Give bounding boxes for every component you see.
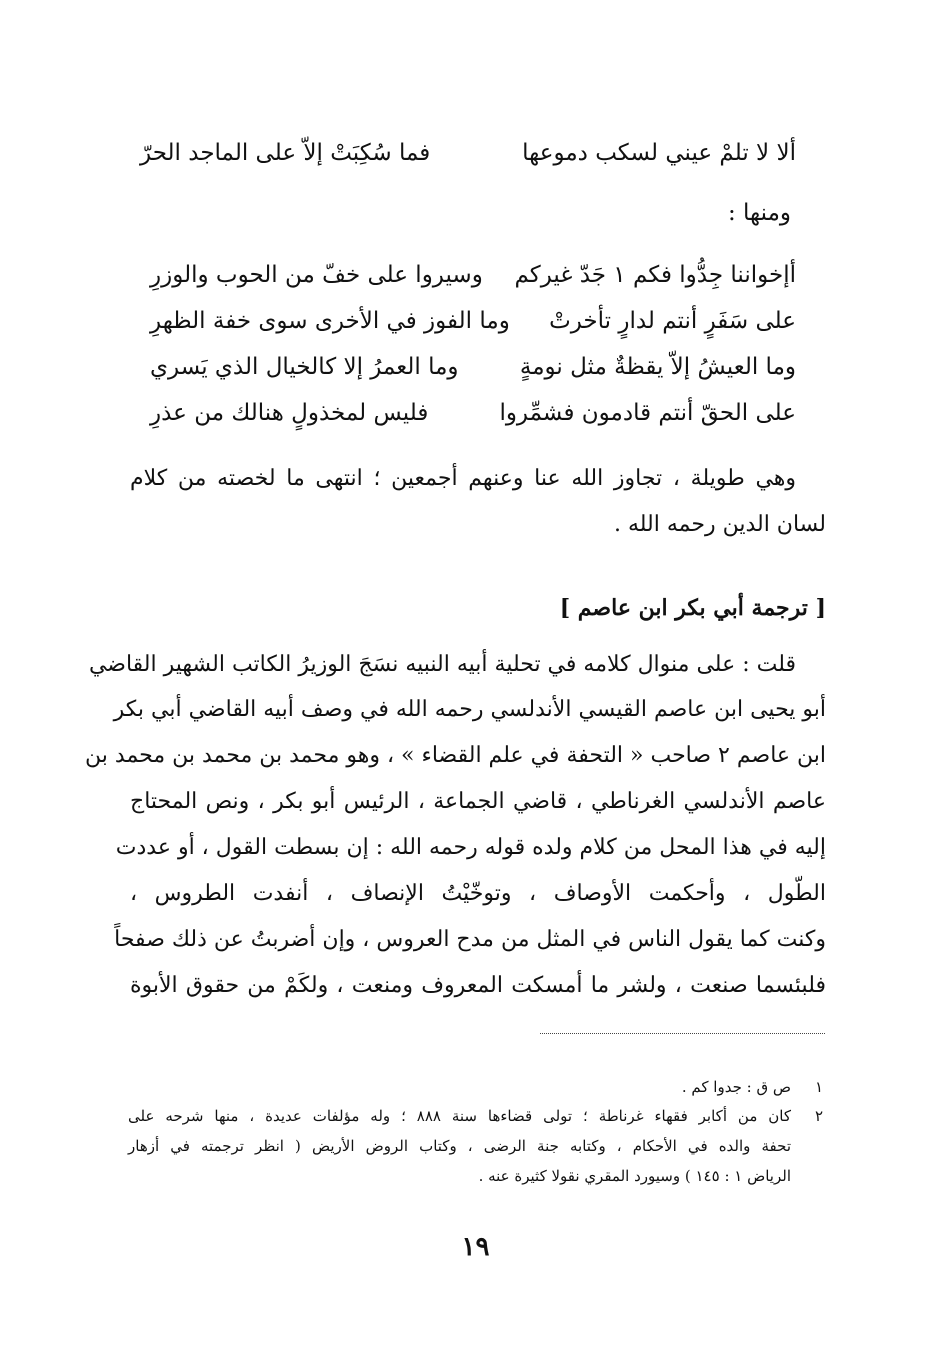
poem2-verse-right: على سَفَرٍ أنتم لدارٍ تأخرتْ xyxy=(549,308,796,334)
page-number: ١٩ xyxy=(461,1232,490,1262)
poem1-verse-left: فما سُكِبَتْ إلاّ على الماجد الحرّ xyxy=(140,140,431,166)
body-line: إليه في هذا المحل من كلام ولده قوله رحمه الله : إن بسطت القول ، أو عددت xyxy=(115,835,826,860)
body-line: فلبئسما صنعت ، ولشر ما أمسكت المعروف ومنعت ، ولكَمْ من حقوق الأبوة xyxy=(130,973,826,998)
footnote-separator xyxy=(540,1033,825,1034)
poem2-verse-left: وسيروا على خفّ من الحوب والوزرِ xyxy=(150,262,483,288)
body-line: قلت : على منوال كلامه في تحلية أبيه النبيه نسَجَ الوزيرُ الكاتب الشهير القاضي xyxy=(88,652,796,677)
section-title: [ ترجمة أبي بكر ابن عاصم ] xyxy=(559,595,826,621)
body-line: الطّول ، وأحكمت الأوصاف ، وتوخّيْتُ الإنصاف ، أنفدت الطروس ، xyxy=(130,881,826,906)
poem2-verse-left: وما الفوز في الأخرى سوى خفة الظهرِ xyxy=(150,308,510,334)
footnote-text: ص ق : جدوا كم . xyxy=(681,1078,791,1096)
closing-line: لسان الدين رحمه الله . xyxy=(613,512,826,537)
poem2-verse-right: على الحقّ أنتم قادمون فشمِّروا xyxy=(499,400,796,426)
poem2-verse-right: وما العيشُ إلاّ يقظةٌ مثل نومةٍ xyxy=(519,354,796,380)
body-line: عاصم الأندلسي الغرناطي ، قاضي الجماعة ، الرئيس أبو بكر ، ونص المحتاج xyxy=(130,789,826,814)
intro-text: ومنها : xyxy=(727,200,791,226)
body-line: أبو يحيى ابن عاصم القيسي الأندلسي رحمه الله في وصف أبيه القاضي أبي بكر xyxy=(113,697,826,722)
body-line: ابن عاصم ٢ صاحب « التحفة في علم القضاء » ، وهو محمد بن محمد بن محمد بن xyxy=(85,743,826,768)
poem1-verse-right: ألا لا تلمْ عيني لسكب دموعها xyxy=(522,140,796,166)
closing-line: وهي طويلة ، تجاوز الله عنا وعنهم أجمعين ؛ انتهى ما لخصته من كلام xyxy=(130,466,796,491)
poem2-verse-right: أإخواننا جِدُّوا فكم ١ جَدّ غيركم xyxy=(514,262,796,288)
poem2-verse-left: وما العمرُ إلا كالخيال الذي يَسري xyxy=(150,354,459,380)
body-line: وكنت كما يقول الناس في المثل من مدح العروس ، وإن أضربتُ عن ذلك صفحاً xyxy=(114,927,826,952)
footnote-text: تحفة والده في الأحكام ، وكتابه جنة الرضى ، وكتاب الروض الأريض ( انظر ترجمته في أزهار xyxy=(128,1137,791,1155)
footnote-number: ٢ xyxy=(814,1107,823,1125)
footnote-text: كان من أكابر فقهاء غرناطة ؛ تولى قضاءها سنة ٨٨٨ ؛ وله مؤلفات عديدة ، منها شرحه على xyxy=(128,1107,791,1125)
poem2-verse-left: فليس لمخذولٍ هنالك من عذرِ xyxy=(150,400,429,426)
footnote-text: الرياض ١ : ١٤٥ ) وسيورد المقري نقولا كثيرة عنه . xyxy=(478,1167,791,1185)
footnote-number: ١ xyxy=(814,1078,823,1096)
